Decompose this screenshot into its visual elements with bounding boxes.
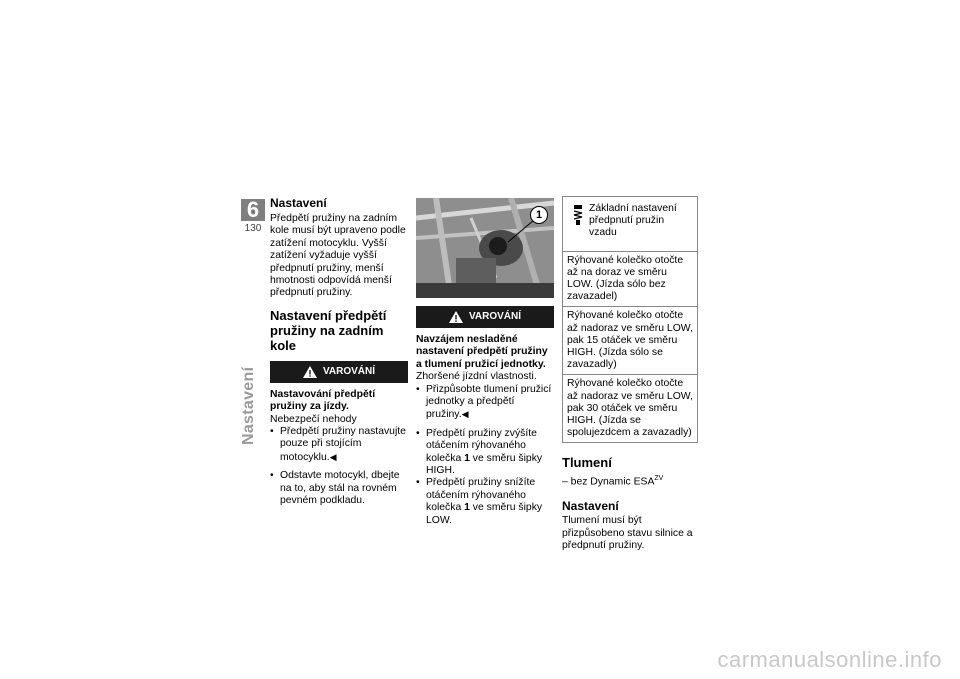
table-row: Rýhované kolečko otočte až na doraz ve směru LOW. (Jízda sólo bez zavazadel) <box>563 251 698 307</box>
column-1 <box>270 196 408 514</box>
warning-danger: Nebezpečí nehody <box>270 413 357 425</box>
table-row: Rýhované kolečko otočte až nadoraz ve směru LOW, pak 15 otáček ve směru HIGH. (Jízda sólo se zavazadly) <box>563 307 698 375</box>
section-heading: Nastavení <box>270 196 327 210</box>
settings-table <box>562 196 698 443</box>
warning-banner <box>416 306 554 328</box>
damping-note: – bez Dynamic $ESA^{ZV}$ <box>562 475 664 488</box>
list-item: • Přizpůsobte tlumení pružicí jednotky a předpětí pružiny.◀ <box>416 384 554 422</box>
table-row: Rýhované kolečko otočte až nadoraz ve směru LOW, pak 30 otáček ve směru HIGH. (Jízda se spolujezdcem a zavazadly) <box>563 375 698 443</box>
spring-tool-icon <box>571 205 585 225</box>
warning-label: VAROVÁNÍ <box>468 310 522 322</box>
damping-heading: Tlumení <box>562 455 612 471</box>
chapter-number: 6 <box>241 199 265 221</box>
section-side-label: Nastavení <box>240 366 257 445</box>
warning-title: Navzájem nesladěné nastavení předpětí pružiny a tlumení pružicí jednotky. <box>416 334 548 370</box>
list-item: • Předpětí pružiny snížíte otáčením rýhovaného kolečka 1 ve směru šipky LOW. <box>416 477 554 527</box>
page-number: 130 <box>244 223 262 234</box>
intro-text: Předpětí pružiny na zadním kole musí být upraveno podle zatížení motocyklu. Vyšší zatížení vyžaduje vyšší předpnutí pružiny, menší hmotnosti odpovídá menší předpnutí pružiny. <box>270 213 406 299</box>
column-2 <box>416 198 554 533</box>
table-header: Základní nastavení předpnutí pružin vzadu <box>567 200 693 248</box>
adjustment-bullets <box>416 384 554 527</box>
list-item: • Předpětí pružiny nastavujte pouze při stojícím motocyklu.◀ <box>270 426 408 464</box>
end-mark-icon: ◀ <box>461 409 469 420</box>
end-mark-icon: ◀ <box>329 451 337 462</box>
warning-effect: Zhoršené jízdní vlastnosti. <box>416 371 537 383</box>
watermark: carmanualsonline.info <box>717 647 942 672</box>
callout-marker: 1 <box>530 206 548 224</box>
setting-heading: Nastavení <box>562 499 619 514</box>
column-3 <box>562 196 698 553</box>
list-item: • Odstavte motocykl, dbejte na to, aby stál na rovném pevném podkladu. <box>270 470 408 507</box>
setting-text: Tlumení musí být přizpůsobeno stavu silnice a předpnutí pružiny. <box>562 515 693 552</box>
warning-triangle-icon <box>303 366 317 378</box>
rear-spring-photo <box>416 198 554 298</box>
subsection-heading: Nastavení předpětí pružiny na zadním kole <box>270 307 387 353</box>
warning-triangle-icon <box>449 311 463 323</box>
warning-bullets <box>270 426 408 507</box>
warning-banner <box>270 361 408 383</box>
list-item: • Předpětí pružiny zvýšíte otáčením rýhovaného kolečka 1 ve směru šipky HIGH. <box>416 428 554 478</box>
warning-title: Nastavování předpětí pružiny za jízdy. <box>270 388 376 413</box>
warning-label: VAROVÁNÍ <box>322 365 376 377</box>
